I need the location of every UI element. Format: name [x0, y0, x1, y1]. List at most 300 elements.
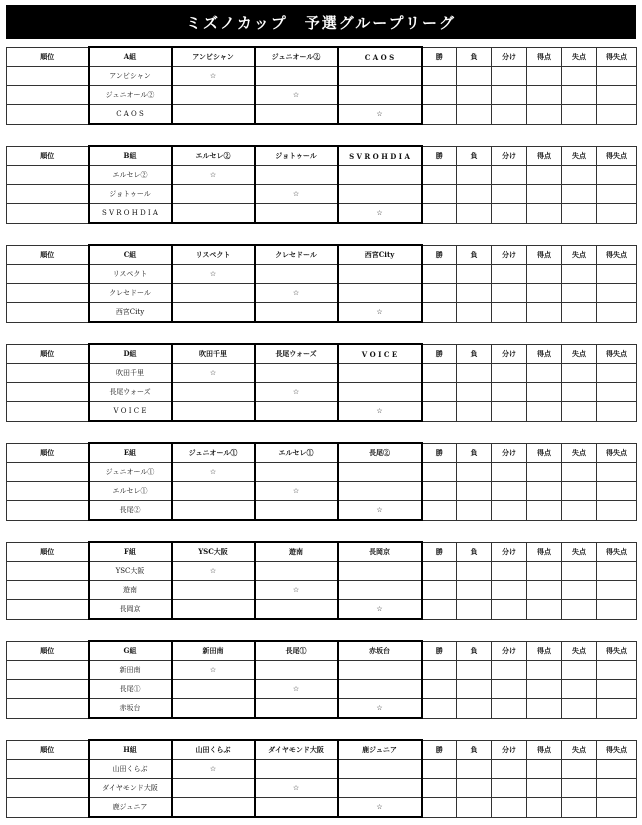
loss-cell[interactable] [457, 265, 492, 284]
goal-diff-cell[interactable] [597, 105, 637, 125]
match-result-cell[interactable] [338, 482, 422, 501]
points-cell[interactable] [527, 562, 562, 581]
conceded-cell[interactable] [562, 303, 597, 323]
conceded-cell[interactable] [562, 661, 597, 680]
match-result-cell[interactable] [338, 661, 422, 680]
match-result-cell[interactable] [338, 284, 422, 303]
table-row [7, 581, 637, 600]
loss-cell[interactable] [457, 779, 492, 798]
win-cell[interactable] [422, 600, 457, 620]
loss-cell[interactable] [457, 482, 492, 501]
match-result-cell[interactable] [338, 265, 422, 284]
draw-header: 分け [492, 641, 527, 661]
points-cell[interactable] [527, 482, 562, 501]
rank-cell[interactable] [7, 185, 89, 204]
match-result-cell[interactable] [338, 779, 422, 798]
rank-header: 順位 [7, 443, 89, 463]
conceded-cell[interactable] [562, 383, 597, 402]
win-header: 勝 [422, 47, 457, 67]
points-cell[interactable] [527, 303, 562, 323]
conceded-cell[interactable] [562, 600, 597, 620]
conceded-cell[interactable] [562, 105, 597, 125]
match-result-cell[interactable] [172, 798, 255, 818]
match-result-cell[interactable] [172, 185, 255, 204]
team-name: ジュニオール② [89, 86, 172, 105]
win-cell[interactable] [422, 265, 457, 284]
rank-cell[interactable] [7, 798, 89, 818]
rank-cell[interactable] [7, 661, 89, 680]
loss-cell[interactable] [457, 204, 492, 224]
goal-diff-cell[interactable] [597, 185, 637, 204]
win-cell[interactable] [422, 383, 457, 402]
group-name: D組 [89, 344, 172, 364]
goal-diff-header: 得失点 [597, 542, 637, 562]
points-header: 得点 [527, 245, 562, 265]
table-row [7, 383, 637, 402]
goal-diff-header: 得失点 [597, 344, 637, 364]
conceded-header: 失点 [562, 146, 597, 166]
points-cell[interactable] [527, 105, 562, 125]
win-cell[interactable] [422, 166, 457, 185]
draw-cell[interactable] [492, 600, 527, 620]
goal-diff-cell[interactable] [597, 581, 637, 600]
diagonal-star: ☆ [255, 86, 338, 105]
match-result-cell[interactable] [255, 699, 338, 719]
draw-cell[interactable] [492, 67, 527, 86]
conceded-cell[interactable] [562, 67, 597, 86]
rank-cell[interactable] [7, 402, 89, 422]
draw-cell[interactable] [492, 562, 527, 581]
loss-header: 負 [457, 146, 492, 166]
goal-diff-cell[interactable] [597, 501, 637, 521]
points-header: 得点 [527, 47, 562, 67]
loss-cell[interactable] [457, 760, 492, 779]
win-cell[interactable] [422, 562, 457, 581]
opponent-header: 長尾② [338, 443, 422, 463]
points-cell[interactable] [527, 265, 562, 284]
points-cell[interactable] [527, 501, 562, 521]
group-table-1 [6, 46, 636, 125]
goal-diff-header: 得失点 [597, 740, 637, 760]
match-result-cell[interactable] [172, 501, 255, 521]
goal-diff-cell[interactable] [597, 402, 637, 422]
match-result-cell[interactable] [255, 364, 338, 383]
match-result-cell[interactable] [255, 105, 338, 125]
match-result-cell[interactable] [338, 166, 422, 185]
table-row [7, 760, 637, 779]
rank-cell[interactable] [7, 86, 89, 105]
match-result-cell[interactable] [172, 383, 255, 402]
draw-cell[interactable] [492, 402, 527, 422]
rank-cell[interactable] [7, 760, 89, 779]
diagonal-star: ☆ [172, 364, 255, 383]
table-row [7, 284, 637, 303]
draw-cell[interactable] [492, 779, 527, 798]
opponent-header: 赤坂台 [338, 641, 422, 661]
match-result-cell[interactable] [255, 204, 338, 224]
group-table-3 [6, 244, 636, 323]
draw-cell[interactable] [492, 661, 527, 680]
goal-diff-cell[interactable] [597, 680, 637, 699]
conceded-cell[interactable] [562, 760, 597, 779]
match-result-cell[interactable] [172, 600, 255, 620]
draw-cell[interactable] [492, 204, 527, 224]
rank-cell[interactable] [7, 463, 89, 482]
table-row [7, 67, 637, 86]
rank-cell[interactable] [7, 501, 89, 521]
points-header: 得点 [527, 344, 562, 364]
points-cell[interactable] [527, 680, 562, 699]
goal-diff-cell[interactable] [597, 600, 637, 620]
match-result-cell[interactable] [172, 779, 255, 798]
goal-diff-header: 得失点 [597, 47, 637, 67]
rank-cell[interactable] [7, 284, 89, 303]
draw-cell[interactable] [492, 185, 527, 204]
rank-cell[interactable] [7, 166, 89, 185]
team-name: ジュニオール① [89, 463, 172, 482]
loss-cell[interactable] [457, 798, 492, 818]
win-cell[interactable] [422, 303, 457, 323]
points-cell[interactable] [527, 661, 562, 680]
points-cell[interactable] [527, 581, 562, 600]
rank-cell[interactable] [7, 303, 89, 323]
group-name: A組 [89, 47, 172, 67]
win-cell[interactable] [422, 501, 457, 521]
team-name: 新田南 [89, 661, 172, 680]
points-cell[interactable] [527, 166, 562, 185]
team-name: ダイヤモンド大阪 [89, 779, 172, 798]
match-result-cell[interactable] [255, 600, 338, 620]
conceded-cell[interactable] [562, 779, 597, 798]
points-cell[interactable] [527, 383, 562, 402]
win-cell[interactable] [422, 581, 457, 600]
loss-header: 負 [457, 344, 492, 364]
draw-cell[interactable] [492, 105, 527, 125]
rank-cell[interactable] [7, 265, 89, 284]
draw-cell[interactable] [492, 680, 527, 699]
conceded-cell[interactable] [562, 581, 597, 600]
team-name: YSC大阪 [89, 562, 172, 581]
opponent-header: エルセレ① [255, 443, 338, 463]
team-name: 長尾① [89, 680, 172, 699]
win-cell[interactable] [422, 67, 457, 86]
draw-cell[interactable] [492, 383, 527, 402]
team-name: ジョトゥール [89, 185, 172, 204]
win-cell[interactable] [422, 760, 457, 779]
loss-cell[interactable] [457, 185, 492, 204]
match-result-cell[interactable] [255, 661, 338, 680]
match-result-cell[interactable] [338, 463, 422, 482]
conceded-header: 失点 [562, 47, 597, 67]
goal-diff-cell[interactable] [597, 562, 637, 581]
opponent-header: ダイヤモンド大阪 [255, 740, 338, 760]
match-result-cell[interactable] [172, 204, 255, 224]
match-result-cell[interactable] [255, 501, 338, 521]
conceded-cell[interactable] [562, 166, 597, 185]
loss-cell[interactable] [457, 600, 492, 620]
draw-cell[interactable] [492, 760, 527, 779]
diagonal-star: ☆ [255, 779, 338, 798]
goal-diff-cell[interactable] [597, 699, 637, 719]
win-cell[interactable] [422, 364, 457, 383]
loss-header: 負 [457, 47, 492, 67]
match-result-cell[interactable] [338, 185, 422, 204]
points-cell[interactable] [527, 760, 562, 779]
match-result-cell[interactable] [338, 383, 422, 402]
conceded-cell[interactable] [562, 562, 597, 581]
goal-diff-cell[interactable] [597, 86, 637, 105]
opponent-header: 長岡京 [338, 542, 422, 562]
win-cell[interactable] [422, 204, 457, 224]
draw-header: 分け [492, 344, 527, 364]
diagonal-star: ☆ [172, 760, 255, 779]
rank-cell[interactable] [7, 482, 89, 501]
match-result-cell[interactable] [338, 680, 422, 699]
loss-cell[interactable] [457, 303, 492, 323]
points-cell[interactable] [527, 779, 562, 798]
loss-cell[interactable] [457, 501, 492, 521]
points-header: 得点 [527, 146, 562, 166]
match-result-cell[interactable] [172, 482, 255, 501]
win-cell[interactable] [422, 463, 457, 482]
goal-diff-cell[interactable] [597, 303, 637, 323]
rank-cell[interactable] [7, 779, 89, 798]
team-name: リスペクト [89, 265, 172, 284]
points-cell[interactable] [527, 204, 562, 224]
loss-cell[interactable] [457, 383, 492, 402]
win-header: 勝 [422, 146, 457, 166]
match-result-cell[interactable] [338, 86, 422, 105]
draw-cell[interactable] [492, 482, 527, 501]
opponent-header: 新田南 [172, 641, 255, 661]
table-row [7, 680, 637, 699]
loss-cell[interactable] [457, 699, 492, 719]
loss-cell[interactable] [457, 166, 492, 185]
match-result-cell[interactable] [338, 67, 422, 86]
points-cell[interactable] [527, 600, 562, 620]
conceded-header: 失点 [562, 542, 597, 562]
loss-cell[interactable] [457, 581, 492, 600]
goal-diff-cell[interactable] [597, 482, 637, 501]
win-header: 勝 [422, 344, 457, 364]
loss-cell[interactable] [457, 463, 492, 482]
loss-cell[interactable] [457, 86, 492, 105]
match-result-cell[interactable] [255, 303, 338, 323]
table-row [7, 661, 637, 680]
group-name: E組 [89, 443, 172, 463]
win-cell[interactable] [422, 779, 457, 798]
opponent-header: YSC大阪 [172, 542, 255, 562]
goal-diff-cell[interactable] [597, 463, 637, 482]
points-cell[interactable] [527, 86, 562, 105]
rank-cell[interactable] [7, 364, 89, 383]
match-result-cell[interactable] [172, 699, 255, 719]
goal-diff-cell[interactable] [597, 364, 637, 383]
loss-header: 負 [457, 740, 492, 760]
opponent-header: 長尾① [255, 641, 338, 661]
match-result-cell[interactable] [255, 265, 338, 284]
goal-diff-header: 得失点 [597, 443, 637, 463]
goal-diff-cell[interactable] [597, 67, 637, 86]
team-name: C A O S [89, 105, 172, 125]
match-result-cell[interactable] [338, 364, 422, 383]
draw-cell[interactable] [492, 798, 527, 818]
win-cell[interactable] [422, 482, 457, 501]
goal-diff-cell[interactable] [597, 265, 637, 284]
goal-diff-cell[interactable] [597, 798, 637, 818]
rank-cell[interactable] [7, 105, 89, 125]
points-cell[interactable] [527, 67, 562, 86]
match-result-cell[interactable] [172, 402, 255, 422]
goal-diff-cell[interactable] [597, 383, 637, 402]
points-cell[interactable] [527, 402, 562, 422]
goal-diff-cell[interactable] [597, 779, 637, 798]
conceded-cell[interactable] [562, 463, 597, 482]
match-result-cell[interactable] [172, 86, 255, 105]
match-result-cell[interactable] [255, 798, 338, 818]
match-result-cell[interactable] [255, 562, 338, 581]
table-row [7, 798, 637, 818]
rank-cell[interactable] [7, 204, 89, 224]
loss-cell[interactable] [457, 680, 492, 699]
goal-diff-cell[interactable] [597, 284, 637, 303]
points-cell[interactable] [527, 463, 562, 482]
conceded-cell[interactable] [562, 482, 597, 501]
rank-cell[interactable] [7, 67, 89, 86]
match-result-cell[interactable] [338, 562, 422, 581]
team-name: エルセレ② [89, 166, 172, 185]
table-row [7, 204, 637, 224]
conceded-cell[interactable] [562, 185, 597, 204]
points-header: 得点 [527, 740, 562, 760]
team-name: 遊南 [89, 581, 172, 600]
loss-header: 負 [457, 542, 492, 562]
match-result-cell[interactable] [172, 680, 255, 699]
win-cell[interactable] [422, 661, 457, 680]
match-result-cell[interactable] [255, 760, 338, 779]
table-row [7, 166, 637, 185]
table-row [7, 779, 637, 798]
group-table-6 [6, 541, 636, 620]
diagonal-star: ☆ [255, 680, 338, 699]
loss-cell[interactable] [457, 661, 492, 680]
goal-diff-cell[interactable] [597, 661, 637, 680]
match-result-cell[interactable] [255, 166, 338, 185]
opponent-header: ジョトゥール [255, 146, 338, 166]
rank-cell[interactable] [7, 581, 89, 600]
match-result-cell[interactable] [172, 303, 255, 323]
win-cell[interactable] [422, 402, 457, 422]
match-result-cell[interactable] [172, 105, 255, 125]
win-cell[interactable] [422, 284, 457, 303]
conceded-cell[interactable] [562, 798, 597, 818]
rank-cell[interactable] [7, 680, 89, 699]
rank-cell[interactable] [7, 600, 89, 620]
conceded-header: 失点 [562, 740, 597, 760]
loss-cell[interactable] [457, 105, 492, 125]
conceded-cell[interactable] [562, 501, 597, 521]
table-row [7, 482, 637, 501]
draw-cell[interactable] [492, 581, 527, 600]
conceded-header: 失点 [562, 641, 597, 661]
conceded-cell[interactable] [562, 265, 597, 284]
opponent-header: 西宮City [338, 245, 422, 265]
draw-cell[interactable] [492, 501, 527, 521]
loss-header: 負 [457, 641, 492, 661]
win-cell[interactable] [422, 680, 457, 699]
win-cell[interactable] [422, 185, 457, 204]
points-cell[interactable] [527, 185, 562, 204]
win-cell[interactable] [422, 798, 457, 818]
conceded-cell[interactable] [562, 204, 597, 224]
win-header: 勝 [422, 245, 457, 265]
conceded-cell[interactable] [562, 402, 597, 422]
draw-cell[interactable] [492, 364, 527, 383]
match-result-cell[interactable] [255, 463, 338, 482]
rank-cell[interactable] [7, 699, 89, 719]
win-cell[interactable] [422, 105, 457, 125]
draw-cell[interactable] [492, 166, 527, 185]
points-cell[interactable] [527, 364, 562, 383]
draw-header: 分け [492, 146, 527, 166]
match-result-cell[interactable] [338, 581, 422, 600]
team-name: 長尾ウォーズ [89, 383, 172, 402]
draw-cell[interactable] [492, 284, 527, 303]
loss-cell[interactable] [457, 562, 492, 581]
group-table-8 [6, 739, 636, 818]
conceded-header: 失点 [562, 443, 597, 463]
conceded-cell[interactable] [562, 680, 597, 699]
opponent-header: 長尾ウォーズ [255, 344, 338, 364]
goal-diff-cell[interactable] [597, 166, 637, 185]
draw-cell[interactable] [492, 463, 527, 482]
rank-cell[interactable] [7, 383, 89, 402]
points-cell[interactable] [527, 798, 562, 818]
draw-cell[interactable] [492, 699, 527, 719]
conceded-cell[interactable] [562, 86, 597, 105]
goal-diff-cell[interactable] [597, 760, 637, 779]
table-row [7, 699, 637, 719]
conceded-cell[interactable] [562, 284, 597, 303]
match-result-cell[interactable] [172, 284, 255, 303]
match-result-cell[interactable] [255, 402, 338, 422]
draw-header: 分け [492, 542, 527, 562]
rank-cell[interactable] [7, 562, 89, 581]
loss-cell[interactable] [457, 284, 492, 303]
draw-cell[interactable] [492, 303, 527, 323]
loss-cell[interactable] [457, 67, 492, 86]
win-cell[interactable] [422, 699, 457, 719]
match-result-cell[interactable] [338, 760, 422, 779]
conceded-cell[interactable] [562, 364, 597, 383]
goal-diff-cell[interactable] [597, 204, 637, 224]
loss-cell[interactable] [457, 364, 492, 383]
win-header: 勝 [422, 542, 457, 562]
match-result-cell[interactable] [172, 581, 255, 600]
diagonal-star: ☆ [338, 699, 422, 719]
points-cell[interactable] [527, 284, 562, 303]
loss-cell[interactable] [457, 402, 492, 422]
match-result-cell[interactable] [255, 67, 338, 86]
points-cell[interactable] [527, 699, 562, 719]
draw-cell[interactable] [492, 86, 527, 105]
team-name: 長岡京 [89, 600, 172, 620]
group-name: G組 [89, 641, 172, 661]
conceded-cell[interactable] [562, 699, 597, 719]
draw-cell[interactable] [492, 265, 527, 284]
win-cell[interactable] [422, 86, 457, 105]
opponent-header: ジュニオール② [255, 47, 338, 67]
